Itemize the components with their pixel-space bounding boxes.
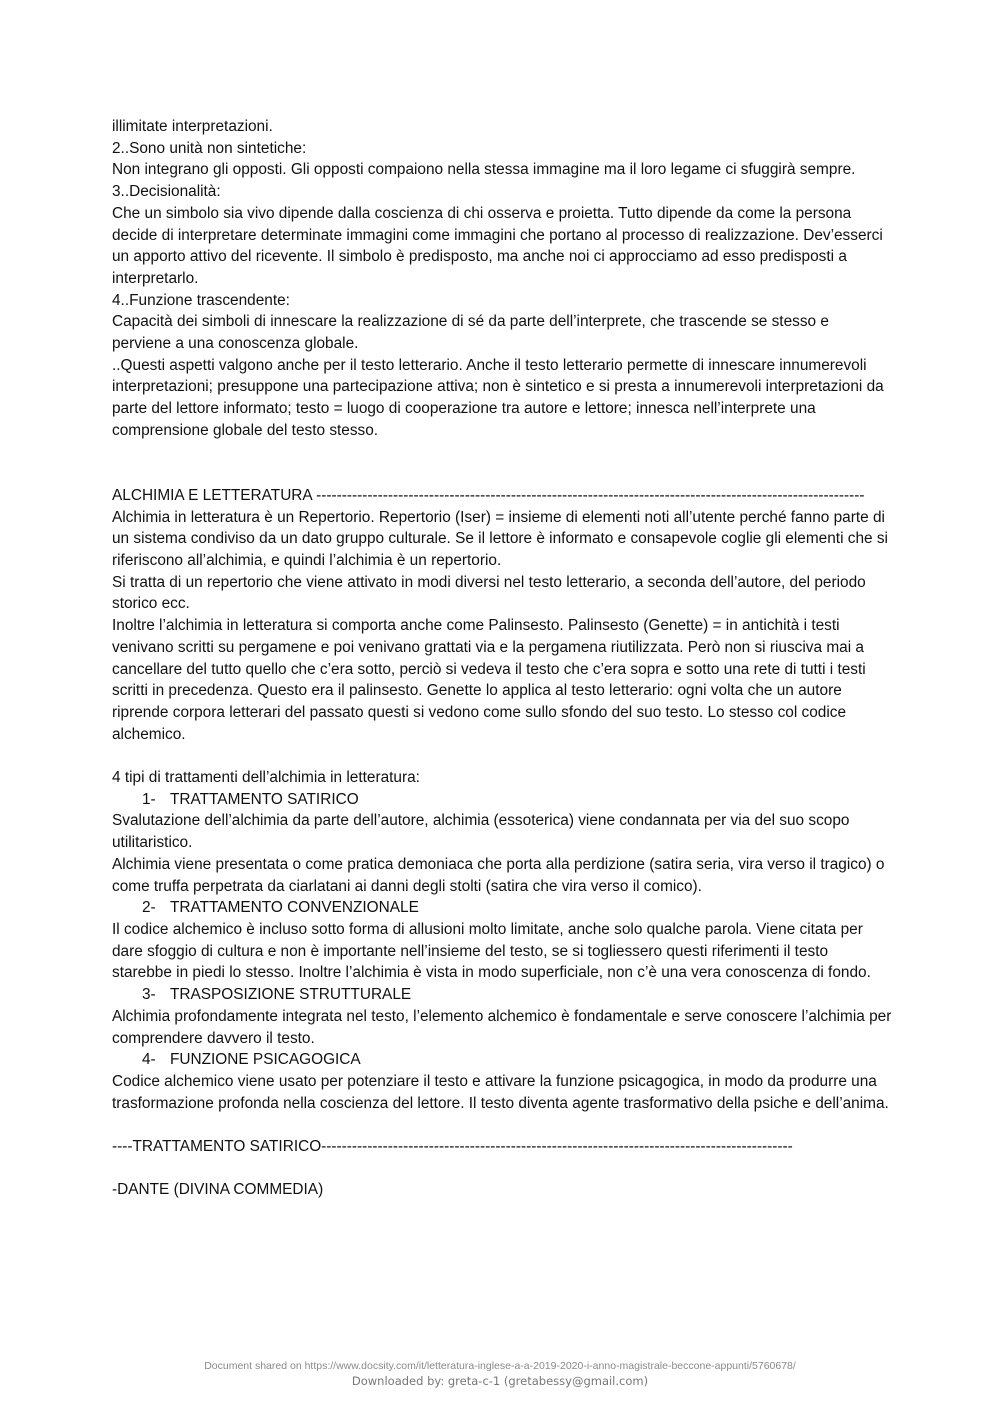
paragraph: 4 tipi di trattamenti dell’alchimia in letteratura:: [112, 769, 420, 787]
list-number: 2-: [142, 899, 156, 917]
list-item: [112, 984, 892, 1006]
paragraph: Alchimia profondamente integrata nel testo, l’elemento alchemico è fondamentale e serve conoscere l’alchimia per comprendere davvero il testo.: [112, 1007, 892, 1047]
paragraph: Non integrano gli opposti. Gli opposti compaiono nella stessa immagine ma il loro legame ci sfuggirà sempre.: [112, 161, 856, 179]
paragraph: Alchimia viene presentata o come pratica demoniaca che porta alla perdizione (satira seria, vira verso il tragico) o come truffa perpetrata da ciarlatani ai danni degli stolti (satira che vira verso il comico).: [112, 855, 885, 895]
list-item: [112, 897, 892, 919]
list-label: TRATTAMENTO CONVENZIONALE: [170, 899, 419, 917]
section-title: ----TRATTAMENTO SATIRICO--------------------------------------------------------------------------------------------: [112, 1138, 793, 1155]
list-item: [112, 789, 892, 811]
paragraph: ..Questi aspetti valgono anche per il testo letterario. Anche il testo letterario permette di innescare innumerevoli interpretazioni; presuppone una partecipazione attiva; non è sintetico e si presta a innumerevoli interpretazioni da parte del lettore informato; testo = luogo di cooperazione tra autore e lettore; innesca nell’interprete una comprensione globale del testo stesso.: [112, 356, 884, 439]
paragraph: Alchimia in letteratura è un Repertorio. Repertorio (Iser) = insieme di elementi noti all’utente perché fanno parte di un sistema condiviso da un dato gruppo culturale. Se il lettore è informato e consapevole coglie gli elementi che si riferiscono all’alchimia, e quindi l’alchimia è un repertorio.: [112, 508, 888, 570]
footer-downloaded-by: Downloaded by: greta-c-1 (gretabessy@gmail.com): [351, 1374, 649, 1388]
footer-shared-link[interactable]: Document shared on https://www.docsity.com/it/letteratura-inglese-a-a-2019-2020-i-anno-magistrale-beccone-appunti/5760678/: [204, 1360, 796, 1372]
paragraph: Capacità dei simboli di innescare la realizzazione di sé da parte dell’interprete, che trascende se stesso e perviene a una conoscenza globale.: [112, 313, 829, 353]
section-heading: 2..Sono unità non sintetiche:: [112, 139, 307, 157]
list-label: TRATTAMENTO SATIRICO: [170, 790, 359, 808]
paragraph: -DANTE (DIVINA COMMEDIA): [112, 1181, 324, 1199]
paragraph: Inoltre l’alchimia in letteratura si comporta anche come Palinsesto. Palinsesto (Genette) = in antichità i testi venivano scritti su pergamene e poi venivano grattati via e la pergamena riutilizzata. Però non si riusciva mai a cancellare del tutto quello che c’era sotto, perciò si vedeva il testo che c’era sopra e sotto una rete di tutti i testi scritti in precedenza. Questo era il palinsesto. Genette lo applica al testo letterario: ogni volta che un autore riprende corpora letterari del passato questi si vedono come sullo sfondo del suo testo. Lo stesso col codice alchemico.: [112, 617, 866, 743]
paragraph: Si tratta di un repertorio che viene attivato in modi diversi nel testo letterario, a seconda dell’autore, del periodo storico ecc.: [112, 573, 866, 613]
spacer: [112, 1158, 892, 1180]
paragraph: Che un simbolo sia vivo dipende dalla coscienza di chi osserva e proietta. Tutto dipende da come la persona decide di interpretare determinate immagini come immagini che portano al processo di realizzazione. Dev’esserci un apporto attivo del ricevente. Il simbolo è predisposto, ma anche noi ci approcciamo ad esso predisposti a interpretarlo.: [112, 204, 883, 287]
list-number: 4-: [142, 1051, 156, 1069]
section-heading: 4..Funzione trascendente:: [112, 291, 290, 309]
paragraph: Il codice alchemico è incluso sotto forma di allusioni molto limitate, anche solo qualche parola. Viene citata per dare sfoggio di cultura e non è importante nell’insieme del testo, se si togliessero questi riferimenti il testo starebbe in piedi lo stesso. Inoltre l’alchimia è vista in modo superficiale, non c’è una vera conoscenza di fondo.: [112, 920, 871, 982]
list-label: TRASPOSIZIONE STRUTTURALE: [170, 986, 412, 1004]
section-heading: 3..Decisionalità:: [112, 183, 221, 201]
list-label: FUNZIONE PSICAGOGICA: [170, 1051, 361, 1069]
list-number: 1-: [142, 790, 156, 808]
list-item: [112, 1049, 892, 1071]
paragraph: Svalutazione dell’alchimia da parte dell’autore, alchimia (essoterica) viene condannata per via del suo scopo utilitaristico.: [112, 812, 850, 852]
document-body: [112, 116, 892, 1201]
list-number: 3-: [142, 986, 156, 1004]
paragraph: Codice alchemico viene usato per potenziare il testo e attivare la funzione psicagogica, in modo da produrre una trasformazione profonda nella coscienza del lettore. Il testo diventa agente trasformativo della psiche e dell’anima.: [112, 1072, 889, 1112]
spacer: [112, 1114, 892, 1136]
spacer: [112, 745, 892, 767]
spacer: [112, 442, 892, 485]
section-title: ALCHIMIA E LETTERATURA -----------------------------------------------------------------------------------------------------------: [112, 486, 865, 504]
paragraph: illimitate interpretazioni.: [112, 118, 273, 135]
